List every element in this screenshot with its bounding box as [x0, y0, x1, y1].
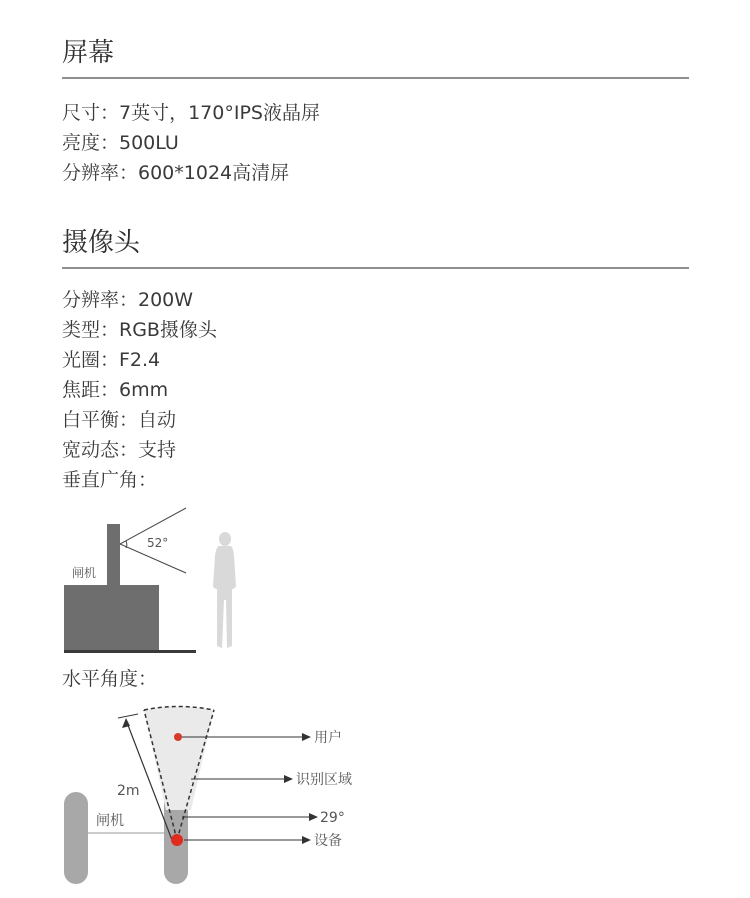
camera-spec-list	[62, 285, 217, 495]
user-dot	[174, 733, 182, 741]
horizontal-angle-title: 水平角度：	[62, 668, 158, 690]
device-label: 设备	[314, 833, 342, 849]
screen-title-divider	[62, 77, 689, 79]
user-label: 用户	[314, 730, 342, 746]
user-arrowhead	[302, 733, 311, 741]
zone-arrowhead	[284, 775, 293, 783]
gate-body	[64, 585, 159, 651]
screen-spec-size: 尺寸：7英寸，170°IPS液晶屏	[62, 102, 320, 124]
screen-spec-brightness: 亮度：500LU	[62, 132, 179, 154]
zone-label: 识别区域	[296, 772, 352, 788]
gate-pillar-left	[64, 792, 88, 884]
device-dot	[171, 834, 183, 846]
vertical-angle-label: 52°	[147, 536, 169, 550]
vertical-angle-diagram	[60, 500, 250, 658]
camera-spec-type: 类型：RGB摄像头	[62, 319, 217, 341]
ground-line	[64, 650, 196, 653]
camera-spec-aperture: 光圈：F2.4	[62, 349, 161, 371]
camera-spec-vertical-angle: 垂直广角：	[62, 469, 158, 491]
device-pole	[107, 524, 120, 586]
screen-section-title: 屏幕	[62, 38, 115, 68]
device-arrowhead	[302, 836, 311, 844]
camera-section-title: 摄像头	[62, 228, 141, 258]
horizontal-angle-label: 29°	[320, 810, 345, 826]
horizontal-angle-diagram	[56, 700, 396, 890]
gate-label-vertical: 闸机	[72, 566, 97, 580]
camera-spec-white-balance: 白平衡：自动	[62, 409, 177, 431]
camera-spec-resolution: 分辨率：200W	[62, 289, 194, 311]
screen-spec-resolution: 分辨率：600*1024高清屏	[62, 162, 290, 184]
person-silhouette	[213, 532, 236, 648]
view-angle-arc	[126, 541, 127, 548]
distance-label: 2m	[117, 783, 140, 799]
gate-label-horizontal: 闸机	[96, 813, 124, 829]
distance-tick	[118, 714, 138, 718]
camera-spec-wide-dynamic: 宽动态：支持	[62, 439, 177, 461]
camera-title-divider	[62, 267, 689, 269]
screen-spec-list	[62, 98, 320, 188]
angle-arrowhead	[309, 813, 318, 821]
camera-spec-focal-length: 焦距：6mm	[62, 379, 169, 401]
